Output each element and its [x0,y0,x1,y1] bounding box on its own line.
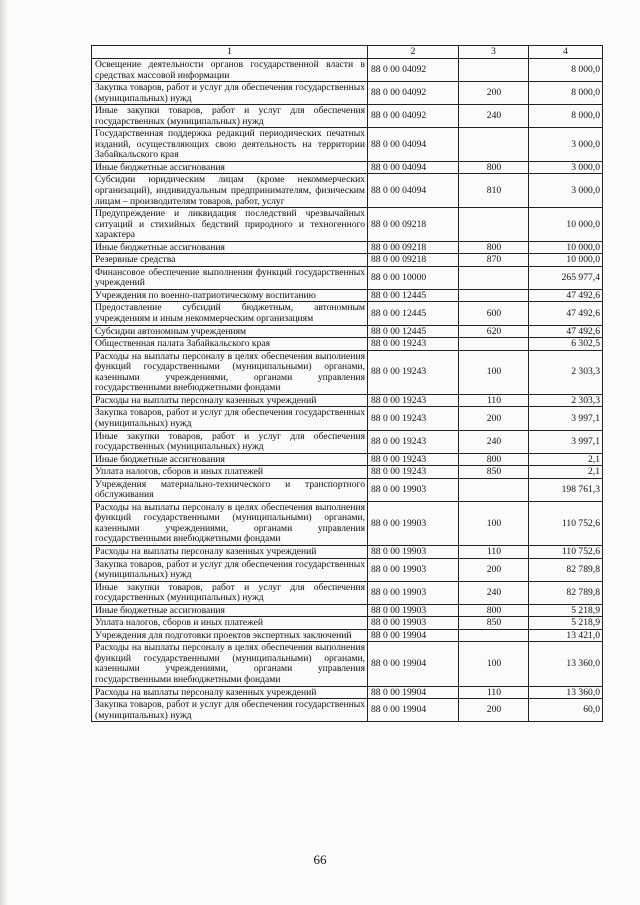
table-row [92,208,603,242]
cell-amount: 110 752,6 [529,545,603,558]
cell-target-code: 88 0 00 19903 [368,501,459,545]
table-row [92,82,603,105]
cell-expense-type: 620 [459,325,529,338]
cell-amount: 3 000,0 [529,161,603,174]
cell-expense-type [459,289,529,302]
cell-expense-type: 800 [459,241,529,254]
cell-target-code: 88 0 00 12445 [368,289,459,302]
table-row [92,629,603,642]
cell-name: Финансовое обеспечение выполнения функций государственных учреждений [92,266,368,289]
table-row [92,466,603,479]
cell-expense-type: 200 [459,407,529,430]
cell-expense-type: 100 [459,642,529,686]
cell-expense-type: 110 [459,686,529,699]
table-row [92,350,603,394]
cell-name: Расходы на выплаты персоналу в целях обеспечения выполнения функций государственными (муниципальными) органами, казенными учреждениями, органами управления государственными внебюджетными фондами [92,642,368,686]
cell-expense-type: 800 [459,604,529,617]
cell-target-code: 88 0 00 12445 [368,325,459,338]
table-row [92,430,603,453]
table-row [92,289,603,302]
cell-target-code: 88 0 00 19243 [368,407,459,430]
table-row [92,105,603,128]
cell-expense-type: 200 [459,558,529,581]
cell-target-code: 88 0 00 19903 [368,545,459,558]
cell-target-code: 88 0 00 19243 [368,430,459,453]
cell-target-code: 88 0 00 19903 [368,604,459,617]
cell-amount: 110 752,6 [529,501,603,545]
cell-name: Иные закупки товаров, работ и услуг для обеспечения государственных (муниципальных) нужд [92,105,368,128]
cell-name: Закупка товаров, работ и услуг для обеспечения государственных (муниципальных) нужд [92,558,368,581]
cell-name: Расходы на выплаты персоналу казенных учреждений [92,686,368,699]
cell-amount: 6 302,5 [529,338,603,351]
cell-target-code: 88 0 00 10000 [368,266,459,289]
cell-name: Закупка товаров, работ и услуг для обеспечения государственных (муниципальных) нужд [92,82,368,105]
cell-target-code: 88 0 00 09218 [368,241,459,254]
table-row [92,254,603,267]
table-row [92,686,603,699]
cell-name: Иные закупки товаров, работ и услуг для обеспечения государственных (муниципальных) нужд [92,430,368,453]
cell-amount: 3 997,1 [529,407,603,430]
cell-amount: 82 789,8 [529,581,603,604]
cell-amount: 82 789,8 [529,558,603,581]
cell-amount: 13 360,0 [529,686,603,699]
cell-name: Общественная палата Забайкальского края [92,338,368,351]
page-number: 66 [313,852,327,867]
cell-target-code: 88 0 00 19243 [368,466,459,479]
cell-expense-type: 800 [459,453,529,466]
cell-amount: 13 421,0 [529,629,603,642]
cell-amount: 10 000,0 [529,254,603,267]
cell-target-code: 88 0 00 04092 [368,105,459,128]
cell-expense-type: 810 [459,174,529,208]
cell-target-code: 88 0 00 04092 [368,59,459,82]
cell-expense-type: 100 [459,501,529,545]
cell-amount: 2,1 [529,453,603,466]
table-row [92,302,603,325]
scan-edge-shadow [0,0,8,905]
table-row [92,325,603,338]
cell-target-code: 88 0 00 19903 [368,478,459,501]
cell-amount: 265 977,4 [529,266,603,289]
header-col-1: 1 [92,46,368,59]
cell-amount: 60,0 [529,699,603,722]
header-col-4: 4 [529,46,603,59]
cell-target-code: 88 0 00 19904 [368,686,459,699]
cell-name: Расходы на выплаты персоналу казенных учреждений [92,545,368,558]
table-row [92,241,603,254]
cell-amount: 13 360,0 [529,642,603,686]
cell-amount: 5 218,9 [529,604,603,617]
cell-expense-type: 110 [459,394,529,407]
table-row [92,394,603,407]
header-col-2: 2 [368,46,459,59]
cell-target-code: 88 0 00 19904 [368,699,459,722]
cell-target-code: 88 0 00 12445 [368,302,459,325]
cell-expense-type [459,208,529,242]
cell-amount: 2 303,3 [529,394,603,407]
table-row [92,581,603,604]
cell-amount: 8 000,0 [529,59,603,82]
cell-target-code: 88 0 00 09218 [368,254,459,267]
cell-amount: 3 997,1 [529,430,603,453]
cell-target-code: 88 0 00 19903 [368,581,459,604]
cell-name: Закупка товаров, работ и услуг для обеспечения государственных (муниципальных) нужд [92,407,368,430]
cell-target-code: 88 0 00 19904 [368,642,459,686]
header-col-3: 3 [459,46,529,59]
cell-amount: 3 000,0 [529,128,603,162]
cell-expense-type [459,128,529,162]
cell-expense-type: 240 [459,581,529,604]
cell-target-code: 88 0 00 04094 [368,161,459,174]
cell-name: Иные бюджетные ассигнования [92,604,368,617]
cell-name: Уплата налогов, сборов и иных платежей [92,466,368,479]
cell-name: Закупка товаров, работ и услуг для обеспечения государственных (муниципальных) нужд [92,699,368,722]
cell-target-code: 88 0 00 19243 [368,394,459,407]
table-row [92,453,603,466]
cell-name: Расходы на выплаты персоналу в целях обеспечения выполнения функций государственными (муниципальными) органами, казенными учреждениями, органами управления государственными внебюджетными фондами [92,501,368,545]
cell-amount: 3 000,0 [529,174,603,208]
cell-amount: 10 000,0 [529,208,603,242]
cell-target-code: 88 0 00 04092 [368,82,459,105]
cell-target-code: 88 0 00 19903 [368,617,459,630]
table-row [92,501,603,545]
table-row [92,266,603,289]
cell-name: Субсидии автономным учреждениям [92,325,368,338]
table-row [92,59,603,82]
cell-expense-type: 240 [459,430,529,453]
cell-expense-type: 850 [459,466,529,479]
cell-target-code: 88 0 00 04094 [368,174,459,208]
cell-name: Расходы на выплаты персоналу казенных учреждений [92,394,368,407]
cell-expense-type [459,266,529,289]
cell-amount: 47 492,6 [529,302,603,325]
cell-name: Расходы на выплаты персоналу в целях обеспечения выполнения функций государственными (муниципальными) органами, казенными учреждениями, органами управления государственными внебюджетными фондами [92,350,368,394]
cell-name: Иные бюджетные ассигнования [92,161,368,174]
cell-target-code: 88 0 00 04094 [368,128,459,162]
cell-expense-type: 240 [459,105,529,128]
cell-target-code: 88 0 00 19243 [368,453,459,466]
cell-target-code: 88 0 00 09218 [368,208,459,242]
cell-expense-type [459,478,529,501]
cell-name: Резервные средства [92,254,368,267]
table-row [92,407,603,430]
cell-expense-type: 800 [459,161,529,174]
cell-expense-type: 110 [459,545,529,558]
cell-name: Государственная поддержка редакций периодических печатных изданий, осуществляющих свою деятельность на территории Забайкальского края [92,128,368,162]
table-row [92,642,603,686]
table-row [92,161,603,174]
cell-expense-type [459,338,529,351]
cell-expense-type [459,629,529,642]
cell-expense-type: 200 [459,699,529,722]
cell-expense-type: 600 [459,302,529,325]
cell-target-code: 88 0 00 19903 [368,558,459,581]
table-row [92,545,603,558]
cell-expense-type: 200 [459,82,529,105]
cell-name: Иные закупки товаров, работ и услуг для обеспечения государственных (муниципальных) нужд [92,581,368,604]
cell-target-code: 88 0 00 19904 [368,629,459,642]
cell-name: Учреждения для подготовки проектов экспертных заключений [92,629,368,642]
cell-name: Учреждения материально-технического и транспортного обслуживания [92,478,368,501]
cell-expense-type: 850 [459,617,529,630]
cell-amount: 8 000,0 [529,105,603,128]
cell-amount: 5 218,9 [529,617,603,630]
cell-amount: 47 492,6 [529,325,603,338]
cell-name: Уплата налогов, сборов и иных платежей [92,617,368,630]
cell-target-code: 88 0 00 19243 [368,338,459,351]
cell-amount: 8 000,0 [529,82,603,105]
cell-name: Предоставление субсидий бюджетным, автономным учреждениям и иным некоммерческим организациям [92,302,368,325]
header-row [92,46,603,59]
cell-name: Иные бюджетные ассигнования [92,453,368,466]
cell-expense-type [459,59,529,82]
table-body [92,59,603,722]
cell-amount: 10 000,0 [529,241,603,254]
cell-expense-type: 870 [459,254,529,267]
budget-table [91,45,603,722]
table-row [92,128,603,162]
cell-name: Учреждения по военно-патриотическому воспитанию [92,289,368,302]
table-row [92,617,603,630]
cell-amount: 198 761,3 [529,478,603,501]
table-row [92,478,603,501]
cell-amount: 2,1 [529,466,603,479]
cell-name: Освещение деятельности органов государственной власти в средствах массовой информации [92,59,368,82]
budget-table-container [91,45,602,722]
table-row [92,174,603,208]
table-row [92,558,603,581]
cell-name: Предупреждение и ликвидация последствий чрезвычайных ситуаций и стихийных бедствий природного и техногенного характера [92,208,368,242]
cell-amount: 47 492,6 [529,289,603,302]
table-row [92,604,603,617]
cell-name: Иные бюджетные ассигнования [92,241,368,254]
cell-amount: 2 303,3 [529,350,603,394]
table-row [92,699,603,722]
cell-expense-type: 100 [459,350,529,394]
cell-target-code: 88 0 00 19243 [368,350,459,394]
table-row [92,338,603,351]
cell-name: Субсидии юридическим лицам (кроме некоммерческих организаций), индивидуальным предпринимателям, физическим лицам – производителям товаров, работ, услуг [92,174,368,208]
